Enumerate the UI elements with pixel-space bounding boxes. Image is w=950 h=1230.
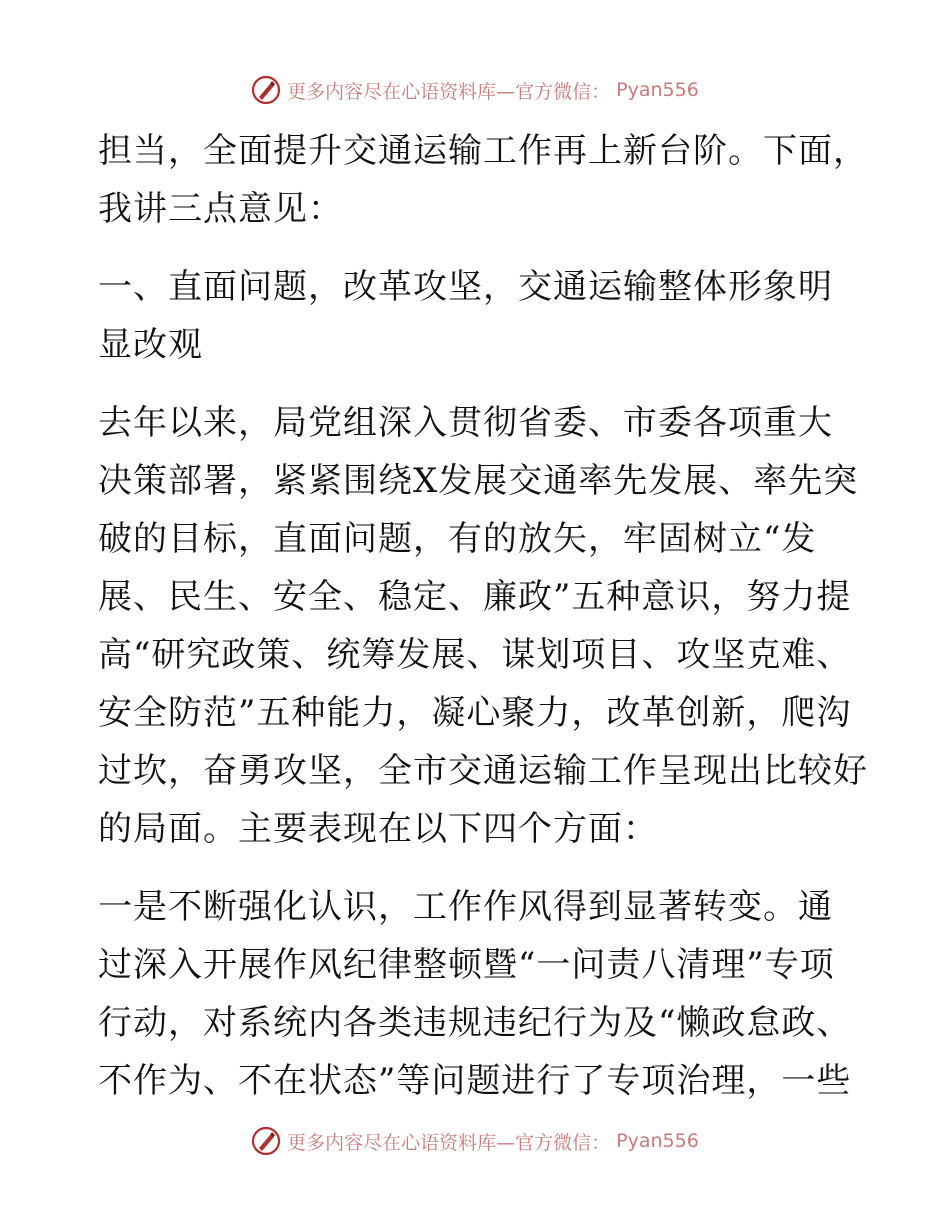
paragraph [98,878,858,1110]
watermark-text: 更多内容尽在心语资料库—官方微信： [287,80,611,103]
paragraph [98,122,868,238]
text-line: 决策部署，紧紧围绕X发展交通率先发展、率先突 [98,461,859,501]
text-line: 不作为、不在状态”等问题进行了专项治理，一些 [98,1061,852,1101]
text-line: 过坎，奋勇攻坚，全市交通运输工作呈现出比较好 [98,751,868,791]
text-line: 过深入开展作风纪律整顿暨“一问责八清理”专项 [98,945,835,985]
text-line: 安全防范”五种能力，凝心聚力，改革创新，爬沟 [98,693,852,733]
paragraph [98,394,868,858]
watermark-text: 更多内容尽在心语资料库—官方微信： [287,1131,611,1154]
document-body [98,122,868,1110]
text-line: 我讲三点意见： [98,189,343,229]
text-line: 行动，对系统内各类违规违纪行为及“懒政怠政、 [98,1003,852,1043]
text-line: 一、直面问题，改革攻坚，交通运输整体形象明 [98,267,833,307]
text-line: 一是不断强化认识，工作作风得到显著转变。通 [98,887,833,927]
text-line: 去年以来，局党组深入贯彻省委、市委各项重大 [98,403,833,443]
text-line: 高“研究政策、统筹发展、谋划项目、攻坚克难、 [98,635,852,675]
text-line: 担当，全面提升交通运输工作再上新台阶。下面， [98,131,868,171]
pen-seal-logo-icon [251,75,281,105]
text-line: 破的目标，直面问题，有的放矢，牢固树立“发 [98,519,817,559]
watermark-wechat-id: Pyan556 [616,1130,699,1152]
section-heading [98,258,858,374]
text-line: 显改观 [98,325,203,365]
text-line: 的局面。主要表现在以下四个方面： [98,809,658,849]
pen-seal-logo-icon [251,1126,281,1156]
text-line: 展、民生、安全、稳定、廉政”五种意识，努力提 [98,577,852,617]
footer-watermark [0,1121,950,1161]
watermark-wechat-id: Pyan556 [616,79,699,101]
header-watermark [0,70,950,110]
